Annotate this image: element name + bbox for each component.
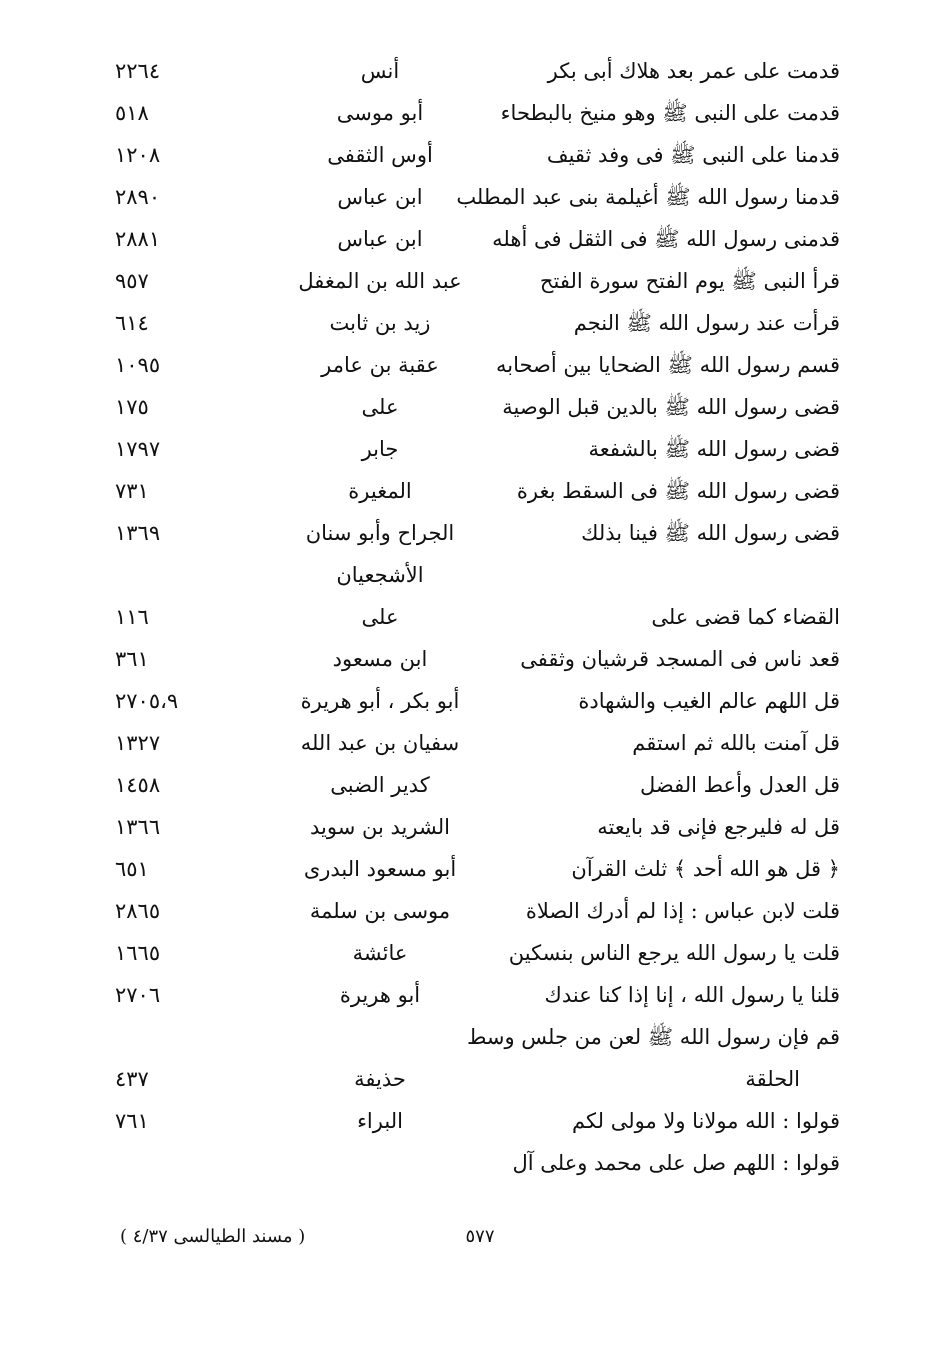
index-row <box>115 386 840 428</box>
narrator-name: زيد بن ثابت <box>329 311 431 335</box>
hadith-number: ١٧٩٧ <box>115 437 161 461</box>
hadith-text: قضى رسول الله ﷺ فى السقط بغرة <box>516 479 840 503</box>
hadith-text: قلت يا رسول الله يرجع الناس بنسكين <box>508 941 840 965</box>
index-row <box>115 722 840 764</box>
hadith-number: ١٦٦٥ <box>115 941 161 965</box>
hadith-text: قدمت على عمر بعد هلاك أبى بكر <box>547 59 840 83</box>
hadith-number: ١٤٥٨ <box>115 773 161 797</box>
hadith-text: ﴿ قل هو الله أحد ﴾ ثلث القرآن <box>571 857 840 881</box>
index-row <box>115 638 840 680</box>
index-row <box>115 176 840 218</box>
hadith-number: ٢٨٩٠ <box>115 185 161 209</box>
narrator-name: عائشة <box>352 941 408 965</box>
narrator-name: أبو بكر ، أبو هريرة <box>300 689 460 713</box>
hadith-text: قضى رسول الله ﷺ بالدين قبل الوصية <box>502 395 840 419</box>
hadith-text: قل له فليرجع فإنى قد بايعته <box>597 815 840 839</box>
index-row <box>115 1058 840 1100</box>
hadith-number: ٩٥٧ <box>115 269 149 293</box>
narrator-name: أبو مسعود البدرى <box>303 857 457 881</box>
index-row <box>115 1100 840 1142</box>
narrator-name: ابن عباس <box>337 227 423 251</box>
narrator-name: المغيرة <box>348 479 412 503</box>
hadith-text: قسم رسول الله ﷺ الضحايا بين أصحابه <box>496 353 840 377</box>
hadith-text <box>500 554 840 596</box>
index-row <box>115 260 840 302</box>
index-row <box>115 764 840 806</box>
hadith-number: ٧٦١ <box>115 1109 149 1133</box>
hadith-number: ٢٨٨١ <box>115 227 161 251</box>
hadith-text: قولوا : الله مولانا ولا مولى لكم <box>572 1109 840 1133</box>
hadith-number: ١٣٦٦ <box>115 815 161 839</box>
index-row <box>115 1016 840 1058</box>
narrator-name: كدير الضبى <box>330 773 430 797</box>
index-row <box>115 680 840 722</box>
hadith-text: قدمنى رسول الله ﷺ فى الثقل فى أهله <box>492 227 840 251</box>
narrator-name: جابر <box>361 437 399 461</box>
source-reference: ( مسند الطيالسى ٤/٣٧ ) <box>120 1226 306 1247</box>
index-row <box>115 218 840 260</box>
index-row <box>115 974 840 1016</box>
hadith-number: ١٣٦٩ <box>115 521 161 545</box>
index-row <box>115 554 840 596</box>
hadith-text: قل آمنت بالله ثم استقم <box>632 731 840 755</box>
index-row <box>115 470 840 512</box>
hadith-text: القضاء كما قضى على <box>651 605 840 629</box>
narrator-name: أوس الثقفى <box>327 143 433 167</box>
narrator-name <box>280 1016 480 1058</box>
hadith-number <box>115 1016 225 1058</box>
index-row <box>115 596 840 638</box>
narrator-name: الشريد بن سويد <box>310 815 450 839</box>
narrator-name: البراء <box>357 1109 403 1133</box>
hadith-text: قرأت عند رسول الله ﷺ النجم <box>573 311 840 335</box>
narrator-name: موسى بن سلمة <box>309 899 451 923</box>
index-row <box>115 806 840 848</box>
index-row <box>115 1142 840 1184</box>
hadith-text: قرأ النبى ﷺ يوم الفتح سورة الفتح <box>539 269 840 293</box>
hadith-number: ٤٣٧ <box>115 1067 149 1091</box>
narrator-name <box>280 1142 480 1184</box>
narrator-name: عقبة بن عامر <box>321 353 439 377</box>
hadith-number: ٧٣١ <box>115 479 149 503</box>
hadith-text: قولوا : اللهم صل على محمد وعلى آل <box>512 1151 840 1175</box>
index-row <box>115 302 840 344</box>
hadith-number: ٢٨٦٥ <box>115 899 161 923</box>
index-row <box>115 428 840 470</box>
narrator-name: الأشجعيان <box>336 563 424 587</box>
index-row <box>115 50 840 92</box>
narrator-name: على <box>361 395 399 419</box>
index-row <box>115 344 840 386</box>
hadith-number: ٦١٤ <box>115 311 149 335</box>
narrator-name: ابن مسعود <box>332 647 428 671</box>
hadith-text: قلنا يا رسول الله ، إنا إذا كنا عندك <box>544 983 840 1007</box>
hadith-text: قم فإن رسول الله ﷺ لعن من جلس وسط <box>466 1025 840 1049</box>
hadith-number: ٣٦١ <box>115 647 149 671</box>
page-number: ٥٧٧ <box>465 1226 495 1247</box>
hadith-number <box>115 554 225 596</box>
hadith-number <box>115 1142 225 1184</box>
hadith-text: الحلقة <box>745 1067 800 1091</box>
hadith-number: ٢٧٠٥،٩ <box>115 689 179 713</box>
hadith-number: ٢٧٠٦ <box>115 983 161 1007</box>
hadith-number: ٦٥١ <box>115 857 149 881</box>
hadith-text: قضى رسول الله ﷺ فينا بذلك <box>581 521 840 545</box>
narrator-name: أبو هريرة <box>339 983 421 1007</box>
index-row <box>115 890 840 932</box>
hadith-text: قدمنا رسول الله ﷺ أغيلمة بنى عبد المطلب <box>456 185 840 209</box>
hadith-number: ١٣٢٧ <box>115 731 161 755</box>
narrator-name: عبد الله بن المغفل <box>298 269 462 293</box>
hadith-number: ١٧٥ <box>115 395 149 419</box>
index-row <box>115 932 840 974</box>
hadith-number: ١٠٩٥ <box>115 353 161 377</box>
narrator-name: أبو موسى <box>336 101 424 125</box>
narrator-name: على <box>361 605 399 629</box>
narrator-name: الجراح وأبو سنان <box>305 521 455 545</box>
hadith-text: قل العدل وأعط الفضل <box>639 773 840 797</box>
narrator-name: سفيان بن عبد الله <box>300 731 460 755</box>
narrator-name: أنس <box>360 59 400 83</box>
hadith-text: قلت لابن عباس : إذا لم أدرك الصلاة <box>525 899 840 923</box>
hadith-number: ٢٢٦٤ <box>115 59 161 83</box>
hadith-text: قل اللهم عالم الغيب والشهادة <box>578 689 840 713</box>
index-row <box>115 92 840 134</box>
hadith-number: ١١٦ <box>115 605 149 629</box>
narrator-name: حذيفة <box>354 1067 406 1091</box>
index-row <box>115 134 840 176</box>
hadith-number: ١٢٠٨ <box>115 143 161 167</box>
index-row <box>115 512 840 554</box>
index-row <box>115 848 840 890</box>
hadith-text: قدمت على النبى ﷺ وهو منيخ بالبطحاء <box>500 101 840 125</box>
hadith-text: قدمنا على النبى ﷺ فى وفد ثقيف <box>546 143 840 167</box>
narrator-name: ابن عباس <box>337 185 423 209</box>
hadith-text: قعد ناس فى المسجد قرشيان وثقفى <box>520 647 840 671</box>
hadith-text: قضى رسول الله ﷺ بالشفعة <box>588 437 840 461</box>
hadith-index-table <box>115 50 840 1184</box>
hadith-number: ٥١٨ <box>115 101 149 125</box>
